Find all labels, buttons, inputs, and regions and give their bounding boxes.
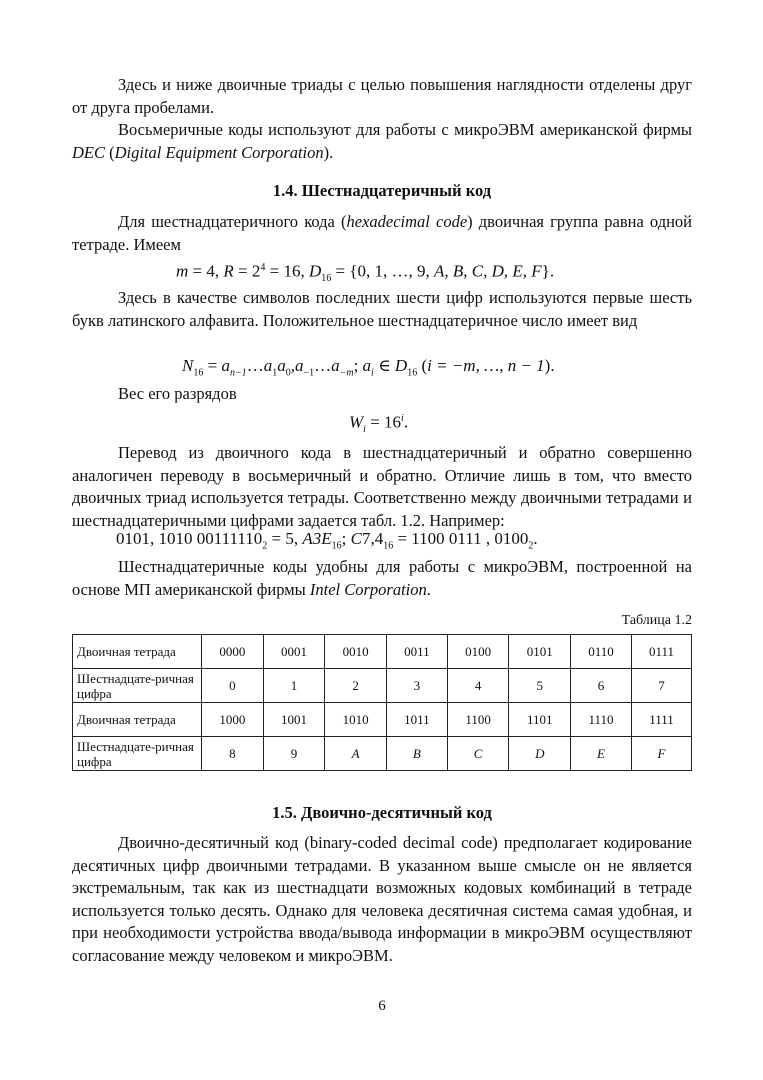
paragraph-triads-note: Здесь и ниже двоичные триады с целью повышения наглядности отделены друг от друга пробелами. bbox=[72, 75, 692, 117]
tetrad-hex-table bbox=[72, 634, 692, 771]
table-row bbox=[73, 669, 692, 703]
paragraph-hex-symbols: Здесь в качестве символов последних шести цифр используются первые шесть букв латинского алфавита. Положительное шестнадцатеричное число имеет вид bbox=[72, 288, 692, 330]
table-row-label: Двоичная тетрада bbox=[73, 703, 202, 737]
table-caption: Таблица 1.2 bbox=[621, 613, 692, 628]
table-cell: 0000 bbox=[202, 635, 264, 669]
section-heading-bcd: 1.5. Двоично-десятичный код bbox=[272, 803, 492, 822]
table-cell: 1010 bbox=[325, 703, 387, 737]
table-row bbox=[73, 635, 692, 669]
table-cell: 6 bbox=[571, 669, 632, 703]
table-row bbox=[73, 703, 692, 737]
table-cell: E bbox=[571, 737, 632, 771]
table-cell: 5 bbox=[509, 669, 571, 703]
table-cell: 0 bbox=[202, 669, 264, 703]
table-cell: 8 bbox=[202, 737, 264, 771]
paragraph-hex-intro: Для шестнадцатеричного кода (hexadecimal code) двоичная группа равна одной тетраде. Имеем bbox=[72, 212, 692, 254]
page-number: 6 bbox=[378, 998, 386, 1014]
table-cell: B bbox=[386, 737, 447, 771]
table-row-label: Шестнадцате-ричная цифра bbox=[73, 669, 202, 703]
table-cell: F bbox=[631, 737, 691, 771]
formula-weight: $W_i = 16^i$. bbox=[349, 412, 409, 436]
section-heading-hex: 1.4. Шестнадцатеричный код bbox=[272, 181, 492, 200]
table-cell: 1111 bbox=[631, 703, 691, 737]
table-cell: 0010 bbox=[325, 635, 387, 669]
table-cell: 0101 bbox=[509, 635, 571, 669]
table-cell: 1011 bbox=[386, 703, 447, 737]
table-cell: 9 bbox=[263, 737, 325, 771]
paragraph-conversion: Перевод из двоичного кода в шестнадцатеричный и обратно совершенно аналогичен переводу в восьмеричный и обратно. Отличие лишь в том, что вместо двоичных триад используется тетрады. Соответственно между двоичными тетрадами и шестнадцатеричными цифрами задается табл. 1.2. Например: bbox=[72, 443, 692, 530]
table-cell: A bbox=[325, 737, 387, 771]
table-row-label: Шестнадцате-ричная цифра bbox=[73, 737, 202, 771]
formula-hex-params: m = 4, $R = 2^4 = 16$, $D_{16} = \{0$, 1, …, 9, A, B, C, D, E, F}. bbox=[176, 261, 555, 285]
table-row-label: Двоичная тетрада bbox=[73, 635, 202, 669]
table-cell: 0001 bbox=[263, 635, 325, 669]
paragraph-intel: Шестнадцатеричные коды удобны для работы с микроЭВМ, построенной на основе МП американской фирмы Intel Corporation. bbox=[72, 557, 692, 599]
paragraph-octal-dec: Восьмеричные коды используют для работы с микроЭВМ американской фирмы DEC (Digital Equipment Corporation). bbox=[72, 120, 692, 162]
formula-hex-number: $N_{16}$ = $a_{n-1}\dots a_1a_0,a_{-1}\dots a_{-m}$; $a_i$ ∈ $D_{16}$ (i = −m, …, n − 1). bbox=[182, 356, 555, 379]
table-cell: 0111 bbox=[631, 635, 691, 669]
paragraph-bcd: Двоично-десятичный код (binary-coded decimal code) предполагает кодирование десятичных цифр двоичными тетрадами. В указанном выше смысле он не является экстремальным, так как из шестнадцати возможных кодовых комбинаций в тетраде используется только десять. Однако для человека десятичная система самая удобная, и при необходимости устройства ввода/вывода информации в микроЭВМ осуществляют согласование между человеком и микроЭВМ. bbox=[72, 833, 692, 965]
table-cell: 1110 bbox=[571, 703, 632, 737]
table-cell: 1000 bbox=[202, 703, 264, 737]
table-cell: D bbox=[509, 737, 571, 771]
table-cell: 0110 bbox=[571, 635, 632, 669]
paragraph-digit-weight: Вес его разрядов bbox=[118, 384, 237, 403]
table-cell: 3 bbox=[386, 669, 447, 703]
table-cell: 0011 bbox=[386, 635, 447, 669]
table-cell: 0100 bbox=[447, 635, 509, 669]
table-row bbox=[73, 737, 692, 771]
table-cell: C bbox=[447, 737, 509, 771]
table-cell: 7 bbox=[631, 669, 691, 703]
table-cell: 1 bbox=[263, 669, 325, 703]
table-cell: 1100 bbox=[447, 703, 509, 737]
table-cell: 1101 bbox=[509, 703, 571, 737]
formula-example: 0101, 1010 $00111110_2 = 5$, $A3E_{16}$; $C7,4_{16} = 1100$ 0111 , $0100_2$. bbox=[116, 529, 538, 552]
table-cell: 2 bbox=[325, 669, 387, 703]
table-cell: 4 bbox=[447, 669, 509, 703]
table-cell: 1001 bbox=[263, 703, 325, 737]
